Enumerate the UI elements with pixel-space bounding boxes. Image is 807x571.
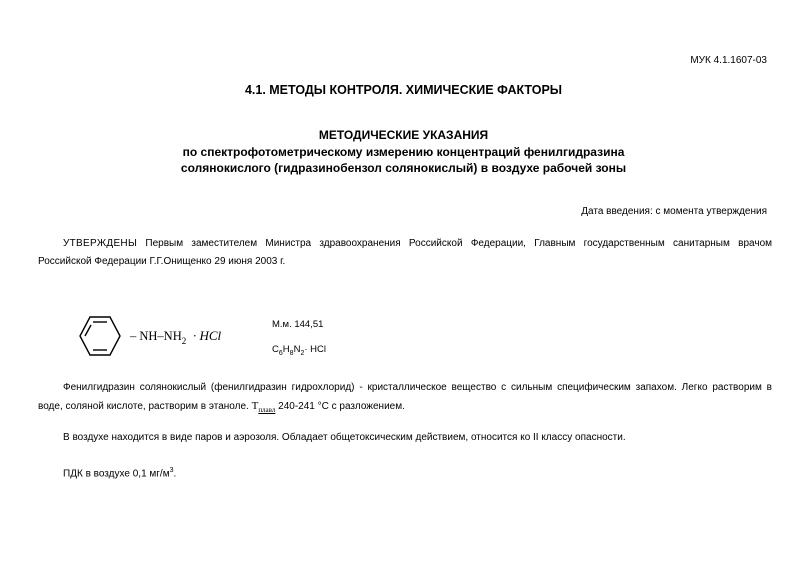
molecular-formula: $C_6H_8N_2\cdot$ HCl bbox=[272, 344, 326, 357]
approval-text: Первым заместителем Министра здравоохранения Российской Федерации, Главным государственным санитарным врачом Российской Федерации Г.Г.Онищенко 29 июня 2003 г. bbox=[38, 238, 773, 267]
molar-mass: М.м. 144,51 bbox=[272, 319, 324, 330]
pdk-paragraph: ПДК в воздухе 0,1 $мг/м^3$. bbox=[63, 467, 177, 480]
approval-lead: УТВЕРЖДЕНЫ bbox=[63, 238, 138, 249]
hydrazine-group: – $NH-NH_2$ bbox=[130, 329, 187, 346]
air-state-text: В воздухе находится в виде паров и аэрозоля. Обладает общетоксическим действием, относится ко II классу опасности. bbox=[63, 432, 626, 443]
section-title: 4.1. МЕТОДЫ КОНТРОЛЯ. ХИМИЧЕСКИЕ ФАКТОРЫ bbox=[244, 83, 563, 97]
air-state-paragraph bbox=[38, 429, 772, 447]
melting-point-symbol: $T_{плавл}$ bbox=[251, 400, 276, 415]
benzene-ring-icon bbox=[80, 317, 120, 355]
description-text: Фенилгидразин солянокислый (фенилгидразин гидрохлорид) - кристаллическое вещество с сильным специфическим запахом. Легко растворим в воде, соляной кислоте, растворим в этаноле. bbox=[38, 382, 772, 412]
melting-point-value: 240-241 °С с разложением. bbox=[278, 401, 405, 412]
introduction-date: Дата введения: с момента утверждения bbox=[581, 206, 767, 217]
pdk-text: ПДК в воздухе 0,1 мг/м bbox=[63, 468, 170, 480]
structural-formula bbox=[72, 314, 242, 364]
document-code: МУК 4.1.1607-03 bbox=[690, 55, 767, 66]
hydrochloride-label: · HCl bbox=[193, 328, 222, 343]
document-title bbox=[0, 127, 807, 177]
title-line-3: солянокислого (гидразинобензол солянокислый) в воздухе рабочей зоны bbox=[180, 161, 627, 175]
title-line-1: МЕТОДИЧЕСКИЕ УКАЗАНИЯ bbox=[318, 128, 489, 142]
description-paragraph bbox=[38, 379, 772, 419]
approval-paragraph bbox=[38, 235, 772, 271]
title-line-2: по спектрофотометрическому измерению концентраций фенилгидразина bbox=[182, 144, 625, 159]
